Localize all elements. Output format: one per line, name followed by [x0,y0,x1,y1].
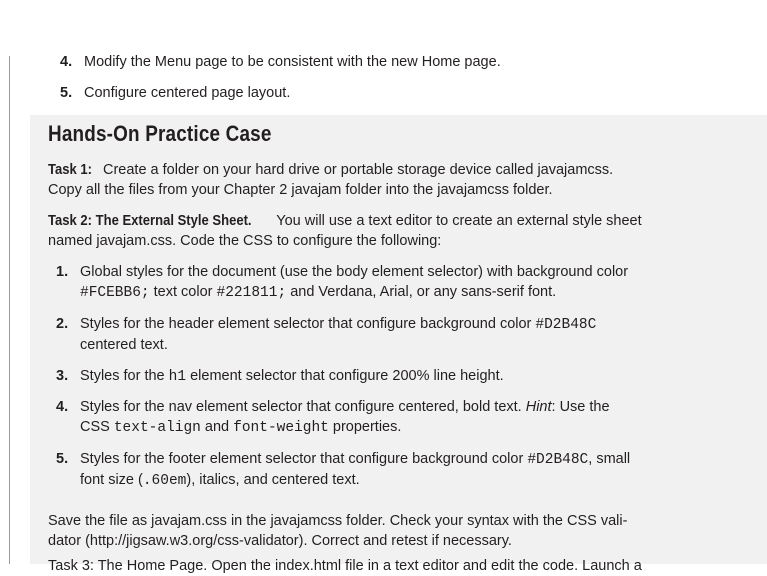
item-text: Styles for the nav element selector that configure centered, bold text. [80,399,522,415]
task-1-line-2: Copy all the files from your Chapter 2 javajam folder into the javajamcss folder. [48,182,553,198]
item-text: text color [153,284,213,300]
task-2-paragraph [48,211,748,251]
list-number: 3. [56,368,69,384]
save-line-2: dator (http://jigsaw.w3.org/css-validator). Correct and retest if necessary. [48,533,512,549]
item-text: CSS [80,419,110,435]
list-item [56,366,736,387]
list-text: Configure centered page layout. [84,85,291,101]
code-text: .60em [142,473,187,489]
task-2-line-2: named javajam.css. Code the CSS to configure the following: [48,233,442,249]
list-text: Modify the Menu page to be consistent with the new Home page. [84,54,501,70]
item-text: and [204,419,230,435]
list-item [56,449,736,491]
item-text: ), italics, and centered text. [186,472,360,488]
item-text: and Verdana, Arial, or any sans-serif font. [290,284,557,300]
item-text: font size ( [80,472,143,488]
code-text: #D2B48C [535,317,597,333]
task-1-label: Task 1: [48,162,93,178]
code-text: font-weight [233,420,329,436]
code-text: h1 [168,369,187,385]
item-text: Styles for the [80,368,165,384]
section-heading: Hands-On Practice Case [48,121,272,146]
item-text: centered text. [80,337,168,353]
list-number: 4. [56,399,69,415]
task-2-line-1: You will use a text editor to create an external style sheet [276,213,642,229]
item-text: Styles for the footer element selector that configure background color [80,451,524,467]
list-number: 4. [60,54,73,70]
task-1-paragraph [48,160,748,200]
item-text: properties. [332,419,402,435]
save-paragraph [48,511,748,551]
cut-off-text: Task 3: The Home Page. Open the index.html file in a text editor and edit the code. Launch a [48,558,642,574]
code-text: #D2B48C [527,452,589,468]
list-number: 1. [56,264,69,280]
item-text: Styles for the header element selector that configure background color [80,316,532,332]
code-text: #FCEBB6; [80,285,150,301]
hint-label: Hint [525,399,552,415]
item-text: : Use the [551,399,610,415]
task-1-line-1: Create a folder on your hard drive or portable storage device called javajamcss. [103,162,614,178]
task-2-label: Task 2: The External Style Sheet. [48,213,252,229]
code-text: #221811; [216,285,287,301]
list-number: 5. [60,85,73,101]
list-item [56,314,736,355]
margin-rule [9,56,10,564]
item-text: element selector that configure 200% line height. [190,368,504,384]
list-number: 2. [56,316,69,332]
code-text: text-align [113,420,201,436]
item-text: , small [588,451,631,467]
list-item [60,53,501,71]
item-text: Global styles for the document (use the body element selector) with background color [80,264,629,280]
list-item [56,397,736,438]
save-line-1: Save the file as javajam.css in the javajamcss folder. Check your syntax with the CSS vali- [48,513,628,529]
list-number: 5. [56,451,69,467]
list-item [56,262,736,303]
list-item [60,84,290,102]
